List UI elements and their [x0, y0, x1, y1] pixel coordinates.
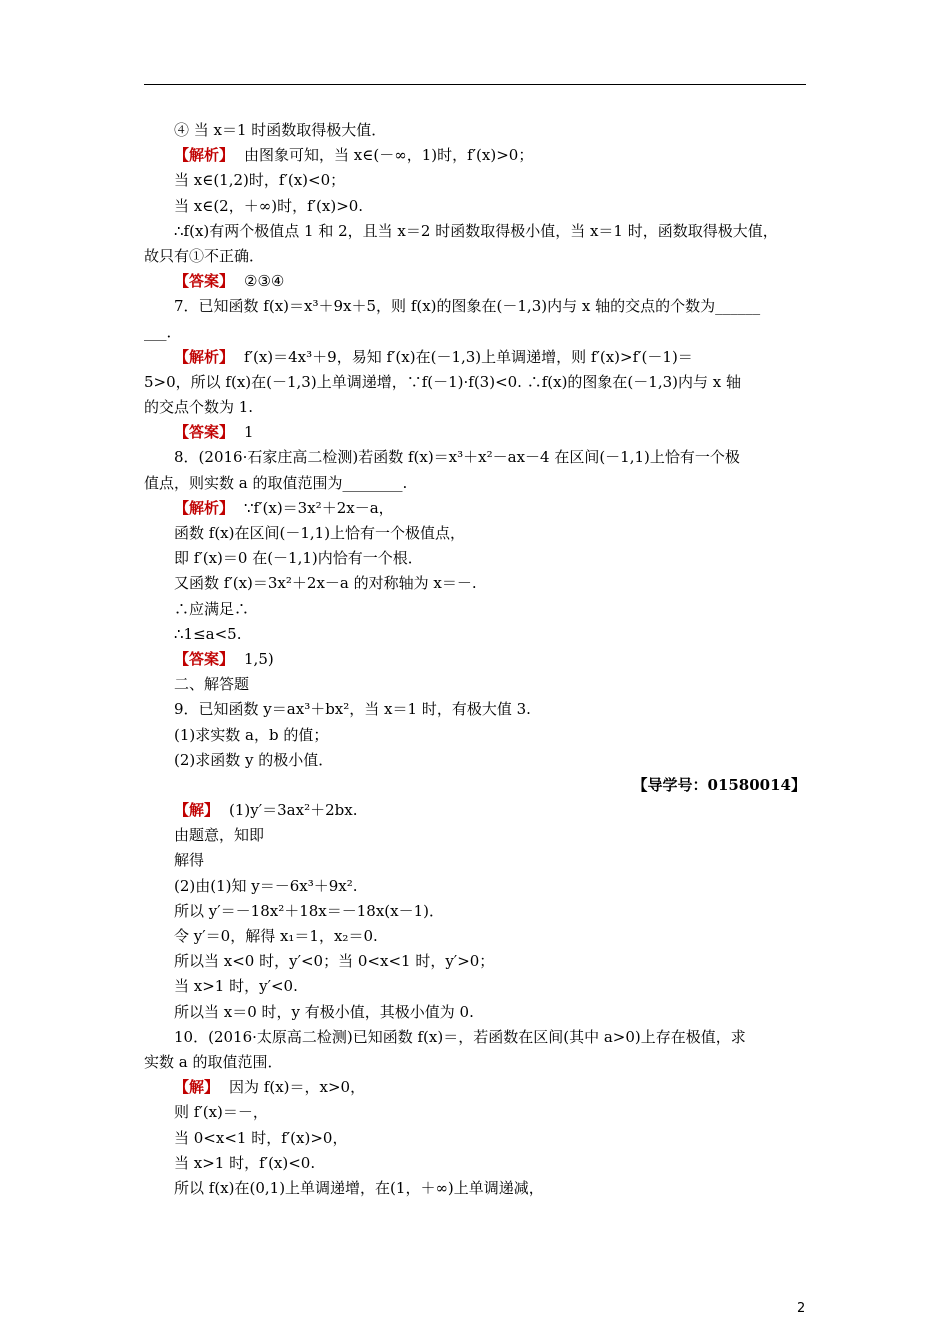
- text-line: 所以当 x<0 时，y′<0；当 0<x<1 时，y′>0；: [174, 952, 495, 971]
- question-line: 8．(2016·石家庄高二检测)若函数 f(x)＝x³＋x²－ax－4 在区间(－1,1)上恰有一个极: [174, 448, 740, 467]
- question-line: 9．已知函数 y＝ax³＋bx²，当 x＝1 时，有极大值 3.: [174, 700, 531, 719]
- answer-label: 【答案】: [174, 423, 235, 442]
- text-line: ④ 当 x＝1 时函数取得极大值．: [174, 121, 387, 139]
- question-line: 10．(2016·太原高二检测)已知函数 f(x)＝，若函数在区间(其中 a>0)上存在极值，求: [174, 1027, 746, 1046]
- text-line: 当 x∈(1,2)时，f′(x)<0；: [174, 171, 346, 190]
- question-line: ___．: [144, 322, 182, 341]
- text-line: 【答案】 1: [174, 423, 254, 442]
- page-number: 2: [797, 1301, 806, 1316]
- text-line: 故只有①不正确．: [144, 246, 265, 265]
- analysis-label: 【解析】: [174, 498, 235, 517]
- guide-number: 【导学号：01580014】: [632, 775, 806, 794]
- question-line: 实数 a 的取值范围．: [144, 1052, 283, 1071]
- text-line: 5>0，所以 f(x)在(－1,3)上单调递增，∵f(－1)·f(3)<0. ∴f(x)的图象在(－1,3)内与 x 轴: [144, 372, 741, 391]
- text-line: 所以 f(x)在(0,1)上单调递增，在(1，＋∞)上单调递减，: [174, 1178, 544, 1197]
- text-line: 【解析】 由图象可知，当 x∈(－∞，1)时，f′(x)>0；: [174, 146, 534, 165]
- text-line: 由题意，知即: [174, 826, 265, 845]
- text-line: 【答案】 ②③④: [174, 272, 285, 291]
- text-line: ∴应满足∴: [174, 599, 250, 618]
- text-line: 令 y′＝0，解得 x₁＝1，x₂＝0.: [174, 927, 378, 945]
- section-heading: 二、解答题: [174, 675, 250, 694]
- text-line: 解得: [174, 851, 205, 870]
- text-line: 【解析】 ∵f′(x)＝3x²＋2x－a，: [174, 498, 394, 517]
- text-line: 的交点个数为 1.: [144, 398, 254, 417]
- solution-label: 【解】: [174, 801, 220, 820]
- question-line: (1)求实数 a，b 的值；: [174, 725, 329, 744]
- question-line: 值点，则实数 a 的取值范围为________.: [144, 473, 408, 492]
- question-line: (2)求函数 y 的极小值．: [174, 750, 334, 769]
- text-line: 【解】 因为 f(x)＝，x>0，: [174, 1078, 366, 1097]
- solution-label: 【解】: [174, 1078, 220, 1097]
- answer-label: 【答案】: [174, 649, 235, 668]
- text-line: 当 x∈(2，＋∞)时，f′(x)>0.: [174, 196, 364, 215]
- text-line: 所以 y′＝－18x²＋18x＝－18x(x－1)．: [174, 901, 445, 920]
- text-line: 当 x>1 时，f′(x)<0.: [174, 1153, 316, 1172]
- answer-label: 【答案】: [174, 272, 235, 291]
- text-line: 又函数 f′(x)＝3x²＋2x－a 的对称轴为 x＝－.: [174, 574, 477, 593]
- text-line: ∴1≤a<5.: [174, 624, 242, 643]
- text-line: 【解】 (1)y′＝3ax²＋2bx.: [174, 801, 358, 820]
- text-line: 【解析】 f′(x)＝4x³＋9，易知 f′(x)在(－1,3)上单调递增，则 f′(x)>f′(－1)＝: [174, 347, 693, 366]
- header-rule: [144, 84, 806, 85]
- text-line: 函数 f(x)在区间(－1,1)上恰有一个极值点，: [174, 524, 466, 542]
- text-line: 则 f′(x)＝－，: [174, 1103, 268, 1122]
- analysis-label: 【解析】: [174, 347, 235, 366]
- text-line: 即 f′(x)＝0 在(－1,1)内恰有一个根．: [174, 549, 423, 568]
- question-line: 7．已知函数 f(x)＝x³＋9x＋5，则 f(x)的图象在(－1,3)内与 x 轴的交点的个数为______: [174, 297, 761, 316]
- text-line: 当 0<x<1 时，f′(x)>0，: [174, 1128, 348, 1147]
- text-line: (2)由(1)知 y＝－6x³＋9x².: [174, 876, 358, 895]
- text-line: ∴f(x)有两个极值点 1 和 2，且当 x＝2 时函数取得极小值，当 x＝1 时，函数取得极大值，: [174, 221, 778, 240]
- analysis-label: 【解析】: [174, 146, 235, 165]
- text-line: 【答案】 1,5): [174, 649, 274, 668]
- text-line: 所以当 x＝0 时，y 有极小值，其极小值为 0.: [174, 1002, 474, 1021]
- text-line: 当 x>1 时，y′<0.: [174, 977, 298, 996]
- document-body: [144, 118, 806, 1201]
